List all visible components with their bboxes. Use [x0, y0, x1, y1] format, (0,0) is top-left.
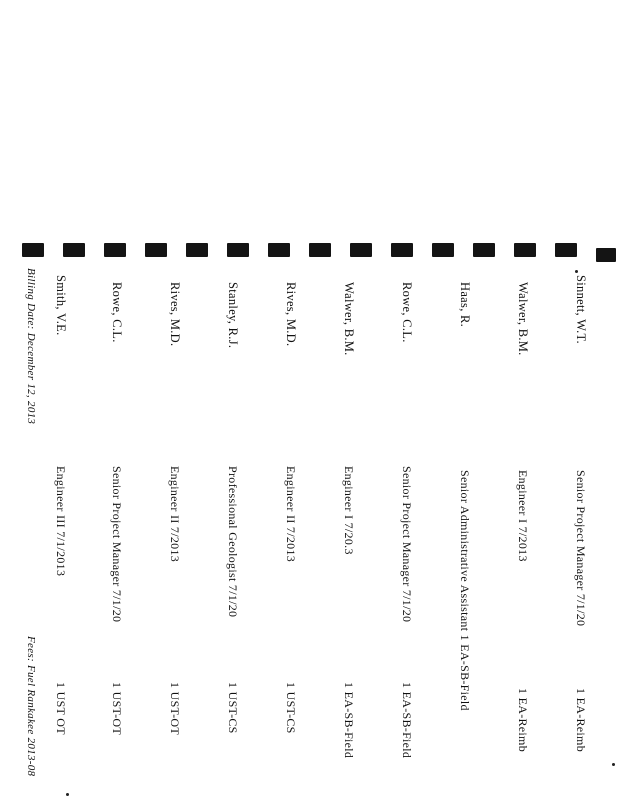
row-code: 1 EA-Reimb	[574, 688, 588, 752]
scan-speck	[612, 763, 615, 766]
row-title: Senior Administrative Assistant 1 EA-SB-Field	[458, 470, 472, 711]
redaction-block	[596, 248, 616, 262]
row-title: Engineer I 7/20.3	[342, 466, 356, 555]
row-code: 1 EA-SB-Field	[342, 682, 356, 759]
footer-reference: Fees: Fuel Rankakee 2013-08	[25, 636, 37, 777]
redaction-block	[309, 243, 331, 257]
row-name: Walwer, B.M.	[516, 282, 530, 356]
row-title: Professional Geologist 7/1/20	[226, 466, 240, 618]
row-title: Senior Project Manager 7/1/20	[574, 470, 588, 627]
row-code: 1 UST OT	[54, 682, 68, 735]
redaction-block	[227, 243, 249, 257]
row-code: 1 UST-CS	[226, 682, 240, 734]
row-code: 1 UST-CS	[284, 682, 298, 734]
scan-speck	[66, 793, 69, 796]
redaction-block	[432, 243, 454, 257]
row-name: Haas, R.	[458, 282, 472, 328]
row-title: Engineer III 7/1/2013	[54, 466, 68, 577]
row-name: Rives, M.D.	[168, 282, 182, 347]
redaction-block	[473, 243, 495, 257]
billing-date: Billing Date: December 12, 2013	[25, 268, 37, 425]
redaction-block	[350, 243, 372, 257]
row-name: Stanley, R.J.	[226, 282, 240, 349]
scan-speck	[575, 270, 578, 273]
redaction-block	[145, 243, 167, 257]
redaction-block	[63, 243, 85, 257]
row-title: Senior Project Manager 7/1/20	[400, 466, 414, 623]
redaction-block	[555, 243, 577, 257]
row-title: Engineer I 7/2013	[516, 470, 530, 562]
redaction-block	[391, 243, 413, 257]
redaction-block	[514, 243, 536, 257]
row-name: Walwer, B.M.	[342, 282, 356, 356]
row-title: Engineer II 7/2013	[284, 466, 298, 563]
row-code: 1 EA-SB-Field	[400, 682, 414, 759]
row-name: Rowe, C.L.	[110, 282, 124, 343]
row-name: Rives, M.D.	[284, 282, 298, 347]
row-code: 1 EA-Reimb	[516, 688, 530, 752]
row-name: Smith, V.E.	[54, 275, 68, 336]
redaction-block	[268, 243, 290, 257]
row-name: Sinnett, W.T.	[574, 275, 588, 344]
row-code: 1 UST-OT	[110, 682, 124, 735]
redaction-block	[104, 243, 126, 257]
redaction-block	[22, 243, 44, 257]
row-name: Rowe, C.L.	[400, 282, 414, 343]
redaction-block	[186, 243, 208, 257]
row-code: 1 UST-OT	[168, 682, 182, 735]
row-title: Engineer II 7/2013	[168, 466, 182, 563]
row-title: Senior Project Manager 7/1/20	[110, 466, 124, 623]
